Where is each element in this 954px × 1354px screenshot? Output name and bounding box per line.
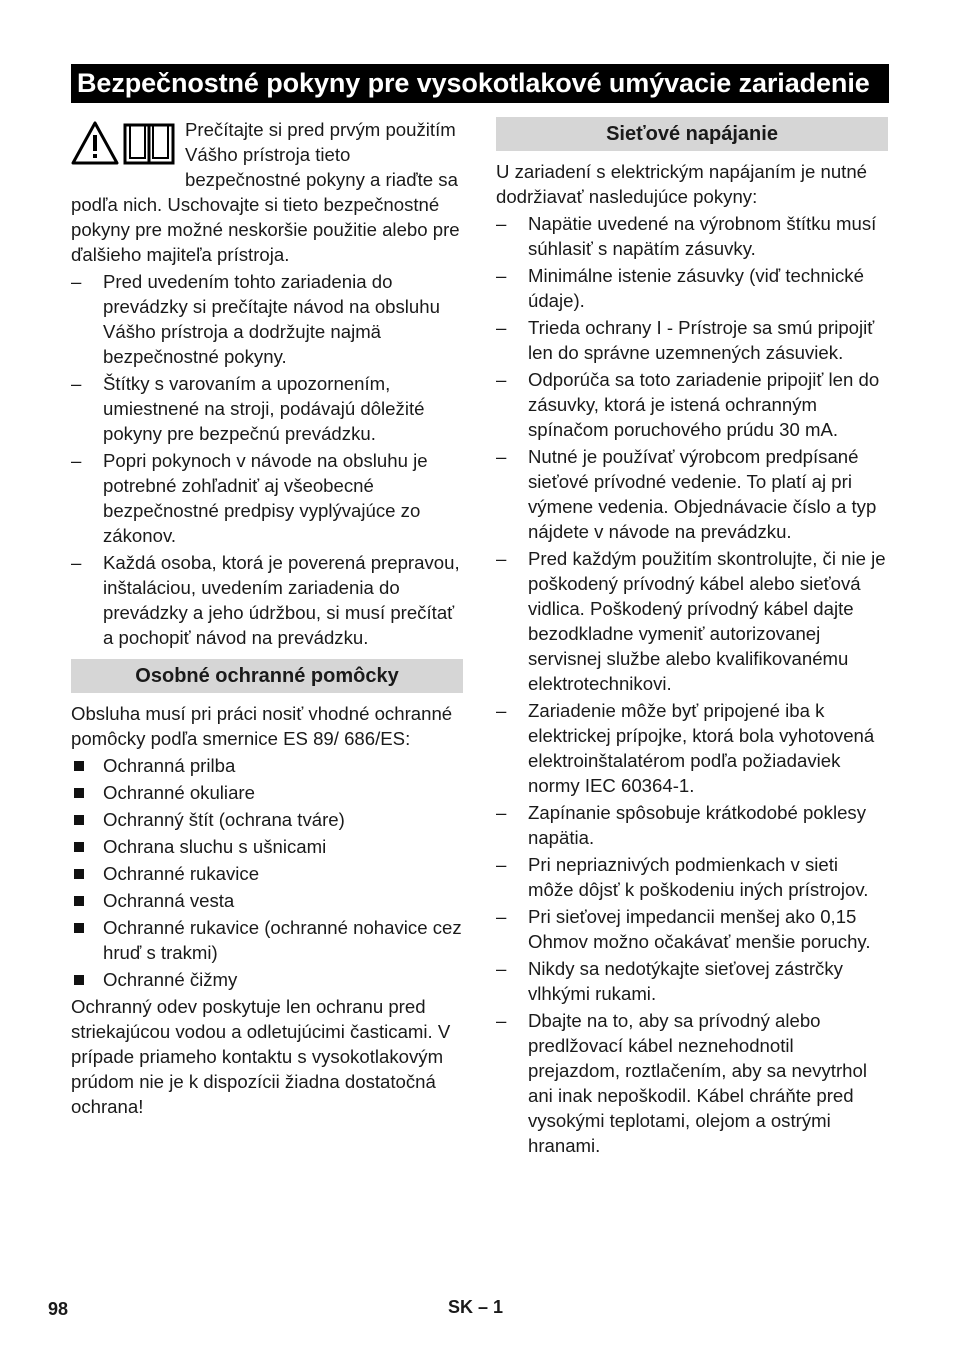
intro-icons [71,121,177,167]
list-item: Ochranné čižmy [71,967,463,992]
ppe-list [71,753,463,992]
section-heading-ppe: Osobné ochranné pomôcky [71,659,463,693]
list-item: Ochranný štít (ochrana tváre) [71,807,463,832]
list-item: Ochranná prilba [71,753,463,778]
list-item: – Napätie uvedené na výrobnom štítku musí súhlasiť s napätím zásuvky. [496,213,877,259]
list-item: – Pri sieťovej impedancii menšej ako 0,15 Ohmov možno očakávať menšie poruchy. [496,906,871,952]
list-item: – Štítky s varovaním a upozornením, umiestnené na stroji, podávajú dôležité pokyny pre bezpečnú prevádzku. [71,373,425,444]
left-column [71,117,463,1119]
section-heading-power-supply: Sieťové napájanie [496,117,888,151]
list-item: – Zapínanie spôsobuje krátkodobé poklesy napätia. [496,802,867,848]
intro-text: Prečítajte si pred prvým použitím Vášho prístroja tieto bezpečnostné pokyny a riaďte sa podľa nich. Uschovajte si tieto bezpečnostné pokyny pre možné neskoršie použitie alebo pre ďalšieho majiteľa prístroja. [71,119,460,265]
list-item: – Minimálne istenie zásuvky (viď technické údaje). [496,265,864,311]
list-item: Ochranné rukavice (ochranné nohavice cez hruď s trakmi) [71,915,463,965]
list-item: – Popri pokynoch v návode na obsluhu je potrebné zohľadniť aj všeobecné bezpečnostné predpisy vyplývajúce zo zákonov. [71,450,428,546]
page-title-text: Bezpečnostné pokyny pre vysokotlakové umývacie zariadenie [77,68,870,98]
list-item: – Zariadenie môže byť pripojené iba k elektrickej prípojke, ktorá bola vyhotovená elektroinštalatérom podľa požiadaviek normy IEC 60364-1. [496,700,875,796]
list-item: Ochrana sluchu s ušnicami [71,834,463,859]
list-item: – Dbajte na to, aby sa prívodný alebo predlžovací kábel neznehodnotil prejazdom, roztlačením, aby sa nevytrhol ani inak nepoškodil. Kábel chráňte pred vysokými teplotami, olejom a ostrými hranami. [496,1010,867,1156]
language-code: SK – 1 [448,1297,504,1317]
list-item: Ochranné okuliare [71,780,463,805]
intro-block [71,117,463,267]
open-book-icon [123,121,175,165]
left-bullet-list [71,269,463,650]
list-item: – Trieda ochrany I - Prístroje sa smú pripojiť len do správne uzemnených zásuviek. [496,317,875,363]
power-intro: U zariadení s elektrickým napájaním je nutné dodržiavať nasledujúce pokyny: [496,161,868,207]
list-item: – Odporúča sa toto zariadenie pripojiť len do zásuvky, ktorá je istená ochranným spínačom poruchového prúdu 30 mA. [496,369,880,440]
list-item: – Pred každým použitím skontrolujte, či nie je poškodený prívodný kábel alebo sieťová vidlica. Poškodený prívodný kábel dajte bezodkladne vymeniť autorizovanej servisnej službe alebo kvalifikovanému elektrotechnikovi. [496,548,886,694]
ppe-closing: Ochranný odev poskytuje len ochranu pred striekajúcou vodou a odletujúcimi časticami. V prípade priameho kontaktu s vysokotlakovým prúdom nie je k dispozícii žiadna dostatočná ochrana! [71,996,451,1117]
list-item: – Nikdy sa nedotýkajte sieťovej zástrčky vlhkými rukami. [496,958,843,1004]
ppe-intro: Obsluha musí pri práci nosiť vhodné ochranné pomôcky podľa smernice ES 89/ 686/ES: [71,703,453,749]
list-item: Ochranné rukavice [71,861,463,886]
page-title [71,64,889,103]
list-item: – Pri nepriaznivých podmienkach v sieti môže dôjsť k poškodeniu iných prístrojov. [496,854,869,900]
list-item: – Pred uvedením tohto zariadenia do prevádzky si prečítajte návod na obsluhu Vášho prístroja a dodržujte najmä bezpečnostné pokyny. [71,271,440,367]
power-bullet-list [496,211,888,1158]
page-number: 98 [48,1299,69,1319]
list-item: – Nutné je používať výrobcom predpísané sieťové prívodné vedenie. To platí aj pri výmene vedenia. Objednávacie číslo a typ nájdete v návode na prevádzku. [496,446,877,542]
list-item: Ochranná vesta [71,888,463,913]
warning-triangle-icon [71,121,119,165]
right-column [496,117,888,1158]
list-item: – Každá osoba, ktorá je poverená prepravou, inštaláciou, uvedením zariadenia do prevádzky a jeho údržbou, si musí prečítať a pochopiť návod na prevádzku. [71,552,460,648]
